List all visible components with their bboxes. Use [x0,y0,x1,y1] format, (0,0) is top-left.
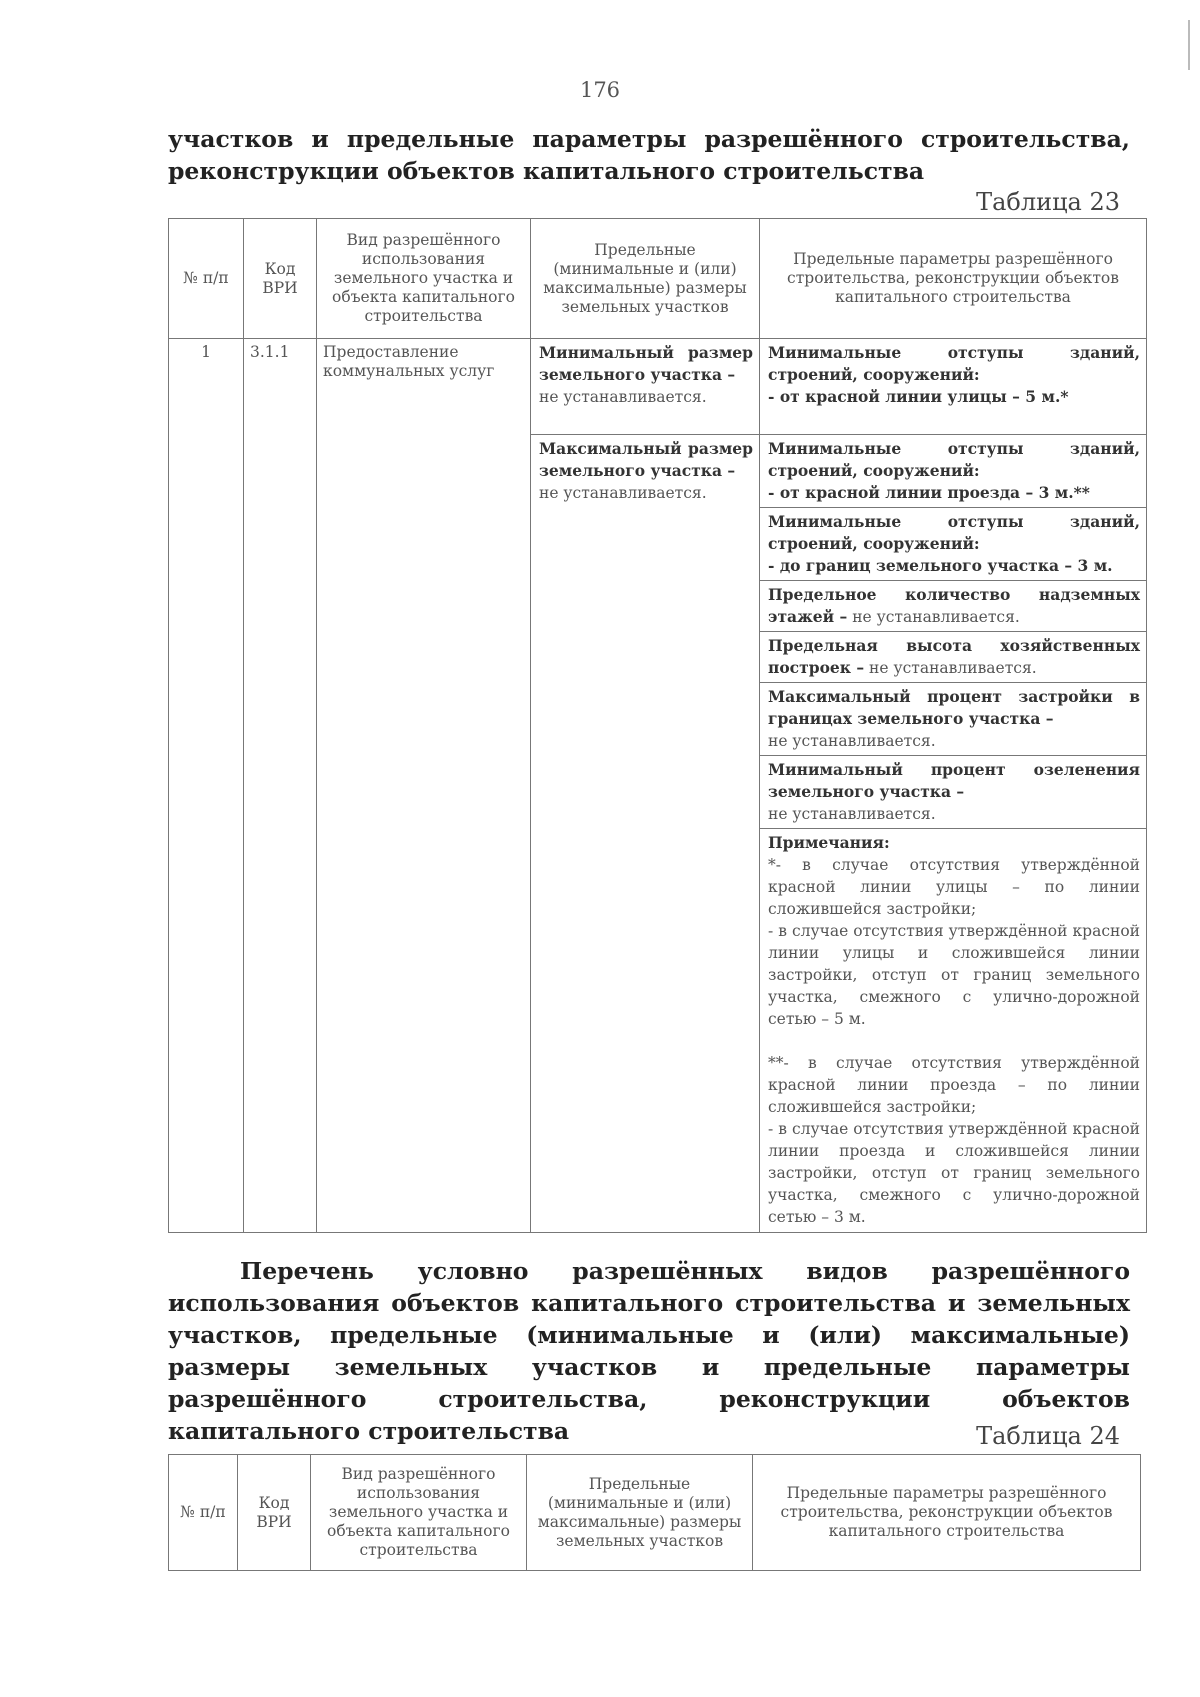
note-4: - в случае отсутствия утверждённой красной линии проезда и сложившейся линии застройки, отступ от границ земельного участка, смежного с улично-дорожной сетью – 3 м. [768,1120,1140,1226]
table-24 [168,1454,1141,1571]
row-code-cell [244,339,317,1233]
param-floors [760,581,1146,632]
table-23-header-row [169,219,1147,339]
param6-label: Максимальный процент застройки в границах земельного участка – [768,687,1140,728]
param7-label: Минимальный процент озеленения земельного участка – [768,760,1140,801]
param1-value: - от красной линии улицы – 5 м.* [768,387,1069,406]
section-heading-conditional-uses: Перечень условно разрешённых видов разрешённого использования объектов капитального строительства и земельных участков, предельные (минимальные и (или) максимальные) размеры земельных участков и предельные параметры разрешённого строительства, реконструкции объектов капитального строительства [168,1257,1130,1445]
min-size-block [531,339,759,435]
param4-label: Предельное количество надземных этажей – [768,585,1140,626]
header-code: Код ВРИ [238,1455,311,1571]
header-type: Вид разрешённого использования земельного участка и объекта капитального строительства [317,219,531,339]
max-size-value: не устанавливается. [539,484,707,502]
row-num-cell [169,339,244,1233]
scan-edge-mark [1188,20,1190,70]
param6-value: не устанавливается. [768,732,936,750]
table-row [169,339,1147,1233]
min-size-label: Минимальный размер земельного участка – [539,343,753,384]
header-size: Предельные (минимальные и (или) максимальные) размеры земельных участков [531,219,760,339]
note-1: *- в случае отсутствия утверждённой красной линии улицы – по линии сложившейся застройки; [768,856,1140,918]
param-setback-passage [760,435,1146,508]
note-2: - в случае отсутствия утверждённой красной линии улицы и сложившейся линии застройки, отступ от границ земельного участка, смежного с улично-дорожной сетью – 5 м. [768,922,1140,1028]
param-setback-boundary [760,508,1146,581]
table-23 [168,218,1147,1233]
min-size-value: не устанавливается. [539,388,707,406]
param-max-coverage [760,683,1146,756]
header-size: Предельные (минимальные и (или) максимальные) размеры земельных участков [527,1455,753,1571]
param-min-greenery [760,756,1146,829]
notes-gap [768,1030,1140,1052]
param7-value: не устанавливается. [768,805,936,823]
param-outbuilding-height [760,632,1146,683]
section-heading-continued: участков и предельные параметры разрешённого строительства, реконструкции объектов капитального строительства [168,125,1130,185]
max-size-block [531,435,759,507]
notes-block [760,829,1146,1232]
param4-value: не устанавливается. [852,608,1020,626]
param1-label: Минимальные отступы зданий, строений, сооружений: [768,343,1140,384]
param2-value: - от красной линии проезда – 3 м.** [768,483,1090,502]
table-24-caption: Таблица 24 [976,1422,1120,1450]
max-size-label: Максимальный размер земельного участка – [539,439,753,480]
row-type-cell [317,339,531,1233]
header-code: Код ВРИ [244,219,317,339]
notes-title: Примечания: [768,833,890,852]
table-24-header-row [169,1455,1141,1571]
header-params: Предельные параметры разрешённого строительства, реконструкции объектов капитального строительства [760,219,1147,339]
param2-label: Минимальные отступы зданий, строений, сооружений: [768,439,1140,480]
header-type: Вид разрешённого использования земельного участка и объекта капитального строительства [311,1455,527,1571]
param3-label: Минимальные отступы зданий, строений, сооружений: [768,512,1140,553]
note-3: **- в случае отсутствия утверждённой красной линии проезда – по линии сложившейся застройки; [768,1054,1140,1116]
header-num: № п/п [169,219,244,339]
row-params-cell [760,339,1147,1233]
header-params: Предельные параметры разрешённого строительства, реконструкции объектов капитального строительства [753,1455,1141,1571]
table-23-caption: Таблица 23 [976,188,1120,216]
row-type: Предоставление коммунальных услуг [323,343,495,380]
page-number: 176 [579,78,621,102]
param5-value: не устанавливается. [869,659,1037,677]
param-setback-street [760,339,1146,435]
row-size-cell [531,339,760,1233]
param5-label: Предельная высота хозяйственных построек – [768,636,1140,677]
row-num: 1 [201,343,211,361]
param3-value: - до границ земельного участка – 3 м. [768,556,1113,575]
row-code: 3.1.1 [250,343,290,361]
header-num: № п/п [169,1455,238,1571]
